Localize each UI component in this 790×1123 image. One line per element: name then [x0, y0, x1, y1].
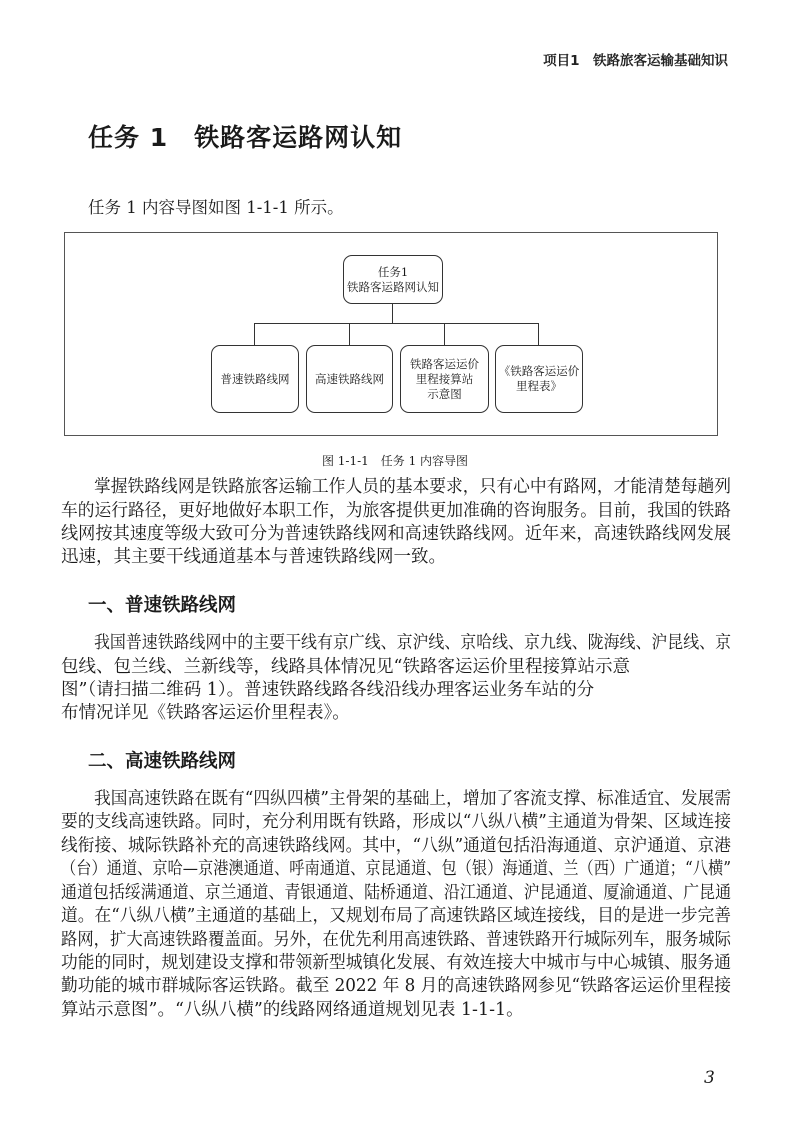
diagram-root-node: [343, 255, 443, 304]
paragraph-line: 路网，扩大高速铁路覆盖面。另外，在优先利用高速铁路、普速铁路开行城际列车，服务城际: [61, 930, 732, 950]
connector-line: [538, 323, 539, 345]
paragraph-line: 车的运行路径，更好地做好本职工作，为旅客提供更加准确的咨询服务。目前，我国的铁路: [61, 501, 731, 521]
page-title: 任务 1 铁路客运路网认知: [88, 123, 403, 152]
section-heading-high-speed: 二、高速铁路线网: [88, 751, 237, 772]
paragraph-line: （台）通道、京哈—京港澳通道、呼南通道、京昆通道、包（银）海通道、兰（西）广通道；“八横”: [61, 859, 732, 879]
paragraph-line: 通道包括绥满通道、京兰通道、青银通道、陆桥通道、沿江通道、沪昆通道、厦渝通道、广昆通: [61, 883, 732, 903]
paragraph-line: 线网按其速度等级大致可分为普速铁路线网和高速铁路线网。近年来，高速铁路线网发展: [61, 524, 732, 544]
root-line: 任务1: [377, 264, 409, 279]
running-header: 项目1 铁路旅客运输基础知识: [543, 53, 728, 69]
diagram-node-station-map: [400, 345, 489, 413]
paragraph-line: 掌握铁路线网是铁路旅客运输工作人员的基本要求，只有心中有路网，才能清楚每趟列: [94, 477, 732, 497]
connector-line: [392, 304, 393, 324]
connector-line: [349, 323, 350, 345]
paragraph-line: 包线、包兰线、兰新线等，线路具体情况见“铁路客运运价里程接算站示意: [61, 657, 630, 677]
paragraph-line: 我国高速铁路在既有“四纵四横”主骨架的基础上，增加了客流支撑、标准适宜、发展需: [94, 789, 731, 809]
node-label: 普速铁路线网: [220, 371, 290, 386]
paragraph-line: 线衔接、城际铁路补充的高速铁路线网。其中，“八纵”通道包括沿海通道、京沪通道、京港: [61, 836, 731, 856]
paragraph-line: 迅速，其主要干线通道基本与普速铁路线网一致。: [61, 547, 446, 567]
content-map-diagram: [64, 232, 718, 436]
section-heading-normal-speed: 一、普速铁路线网: [88, 595, 237, 616]
figure-caption: 图 1-1-1 任务 1 内容导图: [321, 454, 469, 468]
paragraph-line: 道。在“八纵八横”主通道的基础上，又规划布局了高速铁路区域连接线，目的是进一步完善: [61, 906, 731, 926]
paragraph-line: 我国普速铁路线网中的主要干线有京广线、京沪线、京哈线、京九线、陇海线、沪昆线、京: [94, 633, 731, 653]
intro-text: 任务 1 内容导图如图 1-1-1 所示。: [88, 198, 344, 217]
diagram-node-high-speed: [306, 345, 393, 413]
connector-line: [254, 323, 255, 345]
diagram-node-normal-speed: [211, 345, 299, 413]
paragraph-line: 算站示意图”。“八纵八横”的线路网络通道规划见表 1-1-1。: [61, 1000, 524, 1020]
node-label: 里程表》: [516, 379, 562, 393]
root-line: 铁路客运路网认知: [347, 279, 439, 294]
node-label: 示意图: [427, 386, 462, 401]
paragraph-line: 勤功能的城市群城际客运铁路。截至 2022 年 8 月的高速铁路网参见“铁路客运运价里程接: [61, 976, 732, 996]
page-number: 3: [704, 1068, 715, 1088]
connector-line: [444, 323, 445, 345]
node-label: 高速铁路线网: [315, 371, 384, 386]
connector-line: [254, 323, 539, 324]
diagram-node-mileage-table: [495, 345, 583, 413]
node-label: 里程接算站: [415, 371, 474, 386]
paragraph-line: 布情况详见《铁路客运运价里程表》。: [61, 703, 350, 723]
node-label: 铁路客运运价: [410, 356, 479, 371]
paragraph-line: 要的支线高速铁路。同时，充分利用既有铁路，形成以“八纵八横”主通道为骨架、区域连接: [61, 812, 731, 832]
paragraph-line: 图”（请扫描二维码 1）。普速铁路线路各线沿线办理客运业务车站的分: [61, 680, 595, 700]
paragraph-line: 功能的同时，规划建设支撑和带领新型城镇化发展、有效连接大中城市与中心城镇、服务通: [61, 953, 731, 973]
node-label: 《铁路客运运价: [498, 364, 580, 378]
